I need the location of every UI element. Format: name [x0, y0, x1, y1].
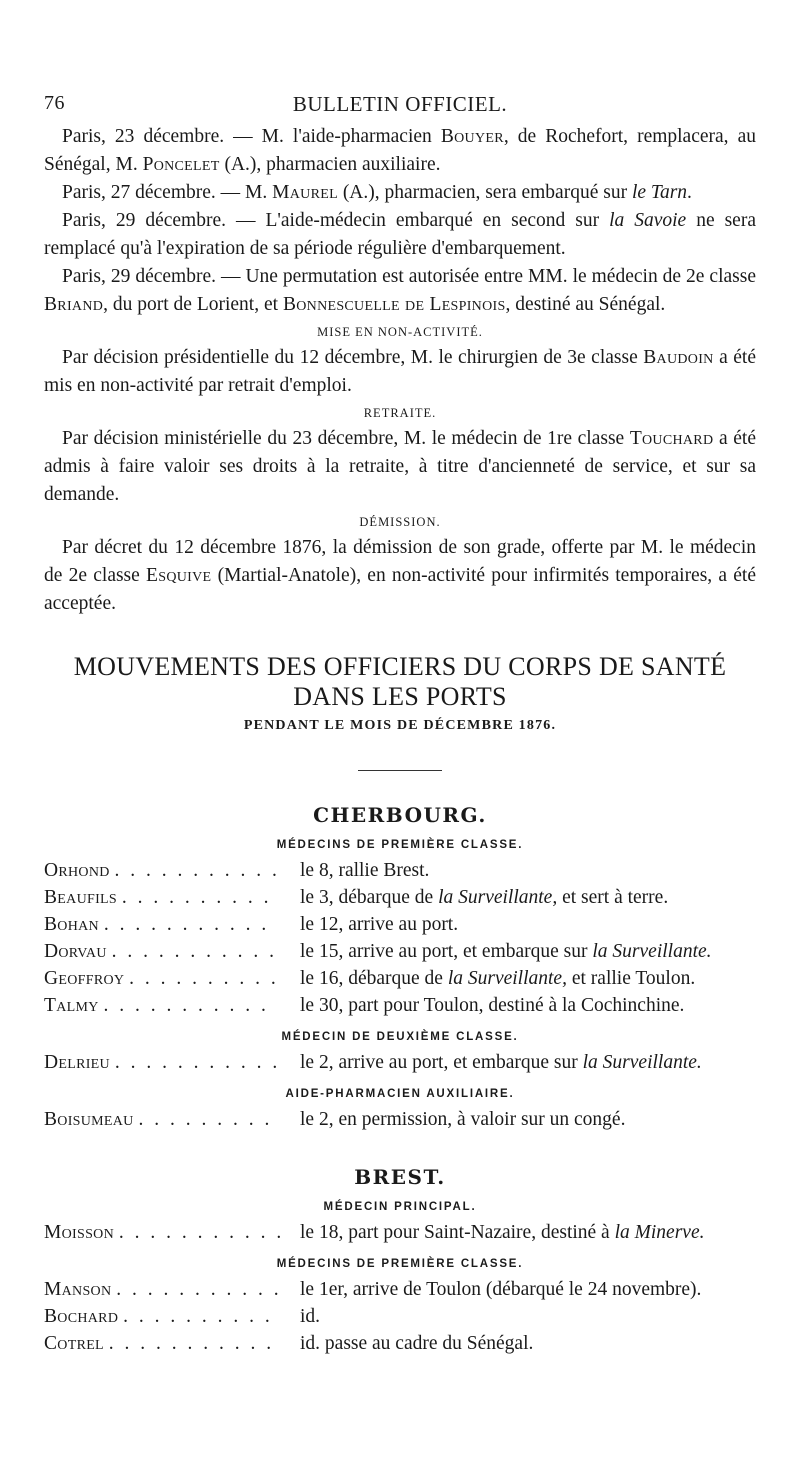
officer-name: Orhond . . . . . . . . . . . — [44, 860, 280, 881]
list-item — [44, 992, 756, 1019]
divider-rule — [358, 770, 442, 771]
list-item — [44, 1049, 756, 1076]
class-heading: MÉDECIN PRINCIPAL. — [323, 1201, 477, 1213]
paragraph-non-activite: Par décision présidentielle du 12 décembre, M. le chirurgien de 3e classe Baudoin a été mis en non-activité par retrait d'emploi. — [44, 347, 756, 396]
paragraph-bouyer: Paris, 23 décembre. — M. l'aide-pharmacien Bouyer, de Rochefort, remplacera, au Sénégal, M. Poncelet (A.), pharmacien auxiliaire. — [44, 126, 756, 175]
list-item — [44, 1276, 756, 1303]
movement-description: le 1er, arrive de Toulon (débarqué le 24 novembre). — [300, 1279, 702, 1300]
list-item — [44, 1106, 756, 1133]
officer-name: Talmy . . . . . . . . . . . — [44, 995, 269, 1016]
officer-name: Delrieu . . . . . . . . . . . — [44, 1052, 281, 1073]
officer-name: Manson . . . . . . . . . . . — [44, 1279, 282, 1300]
paragraph-maurel: Paris, 27 décembre. — M. Maurel (A.), pharmacien, sera embarqué sur le Tarn. — [62, 182, 692, 203]
movement-description: le 2, en permission, à valoir sur un congé. — [300, 1109, 626, 1130]
list-item — [44, 857, 756, 884]
movement-description: le 12, arrive au port. — [300, 914, 459, 935]
list-item — [44, 911, 756, 938]
paragraph-demission: Par décret du 12 décembre 1876, la démission de son grade, offerte par M. le médecin de 2e classe Esquive (Martial-Anatole), en non-activité pour infirmités temporaires, a été acceptée. — [44, 537, 756, 614]
officer-name: Cotrel . . . . . . . . . . . — [44, 1333, 275, 1354]
port-heading-brest: BREST. — [354, 1165, 446, 1189]
movement-description: le 8, rallie Brest. — [300, 860, 430, 881]
list-item — [44, 965, 756, 992]
running-title: BULLETIN OFFICIEL. — [292, 92, 508, 116]
list-item — [44, 1330, 756, 1357]
list-item — [44, 884, 756, 911]
movements-title: MOUVEMENTS DES OFFICIERS DU CORPS DE SANTÉ DANS LES PORTS — [73, 652, 727, 711]
list-item — [44, 938, 756, 965]
movement-description: id. passe au cadre du Sénégal. — [300, 1333, 534, 1354]
paragraph-savoie: Paris, 29 décembre. — L'aide-médecin embarqué en second sur la Savoie ne sera remplacé qu'à l'expiration de sa période régulière d'embarquement. — [44, 210, 756, 259]
roster-list — [44, 857, 756, 1019]
class-heading: MÉDECINS DE PREMIÈRE CLASSE. — [276, 839, 524, 851]
movement-description: le 3, débarque de la Surveillante, et sert à terre. — [300, 887, 669, 908]
document-page — [44, 92, 756, 1357]
officer-name: Bohan . . . . . . . . . . . — [44, 914, 270, 935]
roster-list — [44, 1219, 756, 1246]
movement-description: le 15, arrive au port, et embarque sur la Surveillante. — [300, 941, 712, 962]
section-title-demission: DÉMISSION. — [359, 515, 441, 529]
movement-description: le 30, part pour Toulon, destiné à la Cochinchine. — [300, 995, 685, 1016]
section-title-non-activite: MISE EN NON-ACTIVITÉ. — [317, 325, 483, 339]
officer-name: Boisumeau . . . . . . . . . — [44, 1109, 273, 1130]
officer-name: Beaufils . . . . . . . . . . — [44, 887, 272, 908]
movement-description: le 2, arrive au port, et embarque sur la Surveillante. — [300, 1052, 702, 1073]
list-item — [44, 1303, 756, 1330]
page-number: 76 — [44, 92, 65, 114]
officer-name: Geoffroy . . . . . . . . . . — [44, 968, 279, 989]
page-header — [44, 92, 756, 115]
movement-description: le 16, débarque de la Surveillante, et rallie Toulon. — [300, 968, 696, 989]
movement-description: id. — [300, 1306, 321, 1327]
movement-description: le 18, part pour Saint-Nazaire, destiné à la Minerve. — [300, 1222, 705, 1243]
class-heading: AIDE-PHARMACIEN AUXILIAIRE. — [285, 1088, 515, 1100]
officer-name: Moisson . . . . . . . . . . . — [44, 1222, 285, 1243]
port-heading-cherbourg: CHERBOURG. — [313, 803, 487, 827]
officer-name: Bochard . . . . . . . . . . — [44, 1306, 273, 1327]
paragraph-retraite: Par décision ministérielle du 23 décembre, M. le médecin de 1re classe Touchard a été admis à faire valoir ses droits à la retraite, à titre d'ancienneté de service, et sur sa demande. — [44, 428, 756, 505]
paragraph-permutation: Paris, 29 décembre. — Une permutation est autorisée entre MM. le médecin de 2e classe Briand, du port de Lorient, et Bonnescuelle de Lespinois, destiné au Sénégal. — [44, 266, 756, 315]
roster-list — [44, 1276, 756, 1357]
roster-list — [44, 1049, 756, 1076]
officer-name: Dorvau . . . . . . . . . . . — [44, 941, 277, 962]
section-title-retraite: RETRAITE. — [363, 406, 437, 420]
roster-list — [44, 1106, 756, 1133]
list-item — [44, 1219, 756, 1246]
class-heading: MÉDECIN DE DEUXIÈME CLASSE. — [281, 1031, 519, 1043]
class-heading: MÉDECINS DE PREMIÈRE CLASSE. — [276, 1258, 524, 1270]
movements-subtitle: PENDANT LE MOIS DE DÉCEMBRE 1876. — [243, 718, 557, 733]
